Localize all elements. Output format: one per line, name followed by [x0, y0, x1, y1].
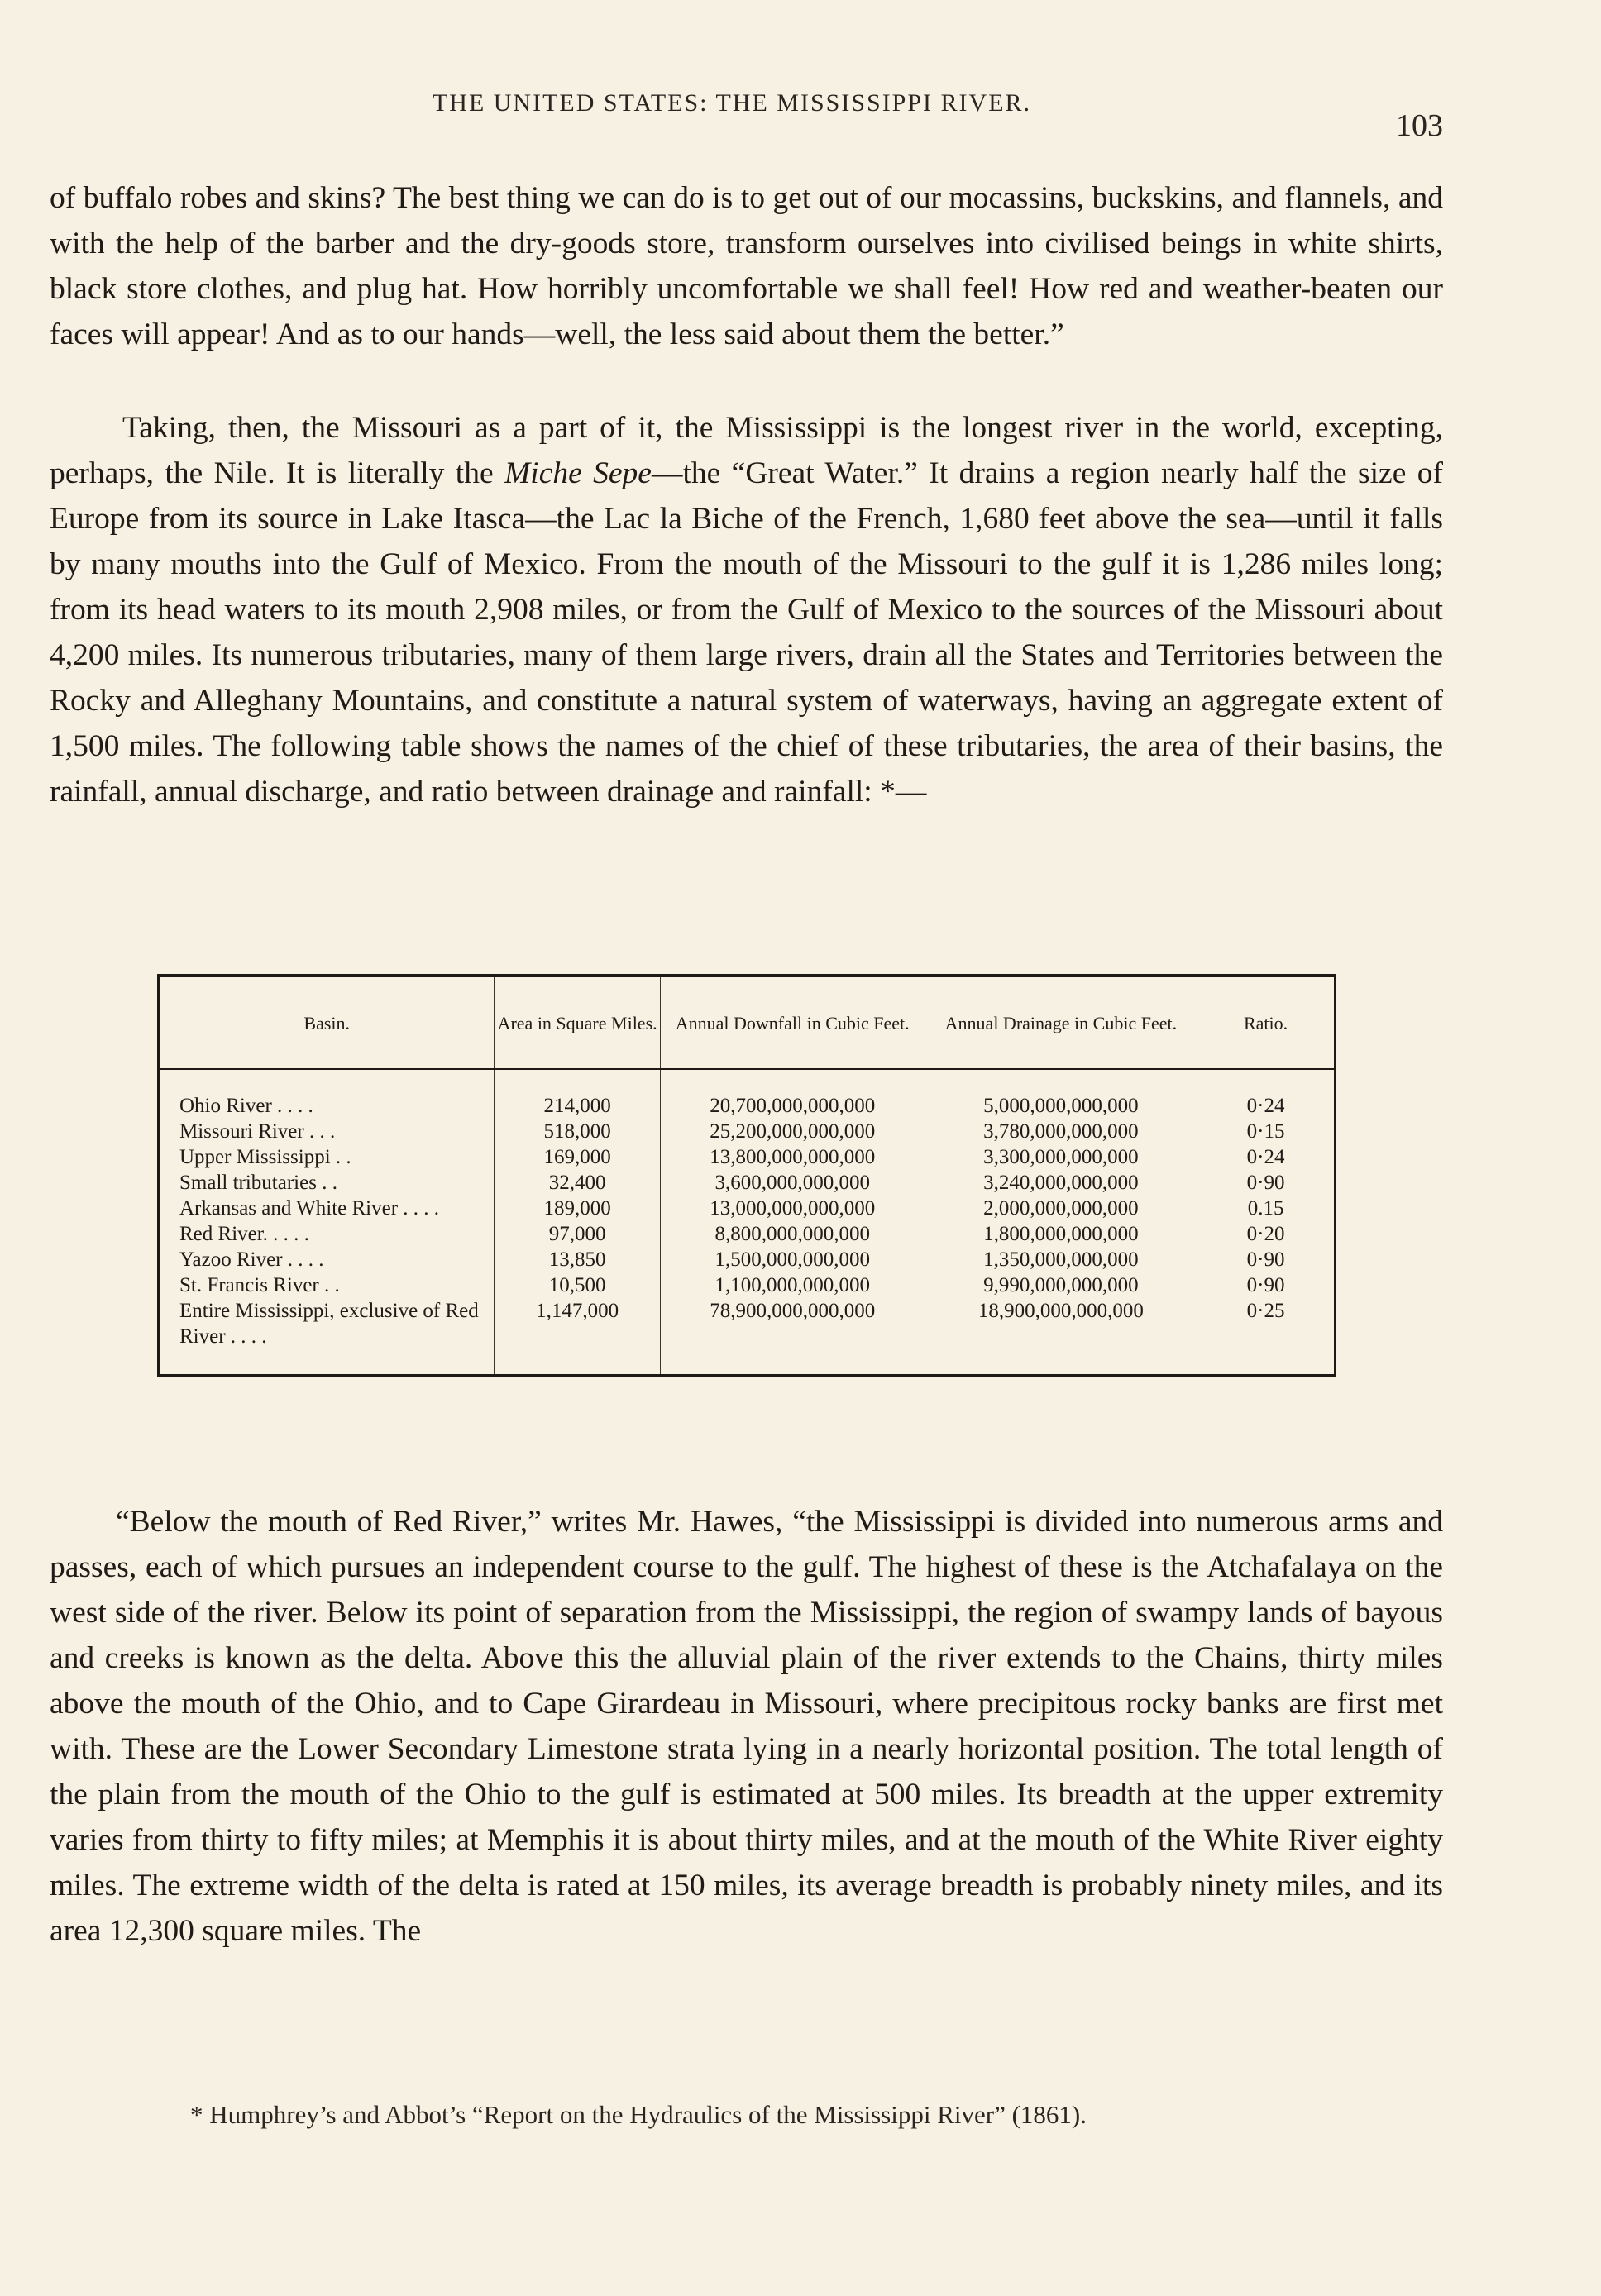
- table-row: [159, 1069, 1336, 1119]
- footnote: * Humphrey’s and Abbot’s “Report on the Hydraulics of the Mississippi River” (1861).: [190, 2100, 1087, 2129]
- cell-ratio: 0·90: [1246, 1172, 1285, 1194]
- cell-basin: Upper Mississippi . .: [159, 1144, 495, 1170]
- cell-ratio: 0·20: [1246, 1223, 1285, 1245]
- cell-drainage: 1,350,000,000,000: [925, 1247, 1197, 1272]
- cell-area: 518,000: [495, 1119, 660, 1144]
- paragraph-2-text-b: —the “Great Water.” It drains a region nearly half the size of Europe from its source in Lake Itasca—the Lac la Biche of the French, 1,680 feet above the sea—until it falls by many mouths into the Gulf of Mexico. From the mouth of the Missouri to the gulf it is 1,286 miles long; from its head waters to its mouth 2,908 miles, or from the Gulf of Mexico to the sources of the Missouri about 4,200 miles. Its numerous tributaries, many of them large rivers, drain all the States and Territories between the Rocky and Alleghany Mountains, and constitute a natural system of waterways, having an aggregate extent of 1,500 miles. The following table shows the names of the chief of these tributaries, the area of their basins, the rainfall, annual discharge, and ratio between drainage and rainfall: *—: [50, 456, 1444, 809]
- cell-drainage: 18,900,000,000,000: [925, 1298, 1197, 1376]
- cell-ratio: 0·90: [1246, 1248, 1285, 1271]
- cell-ratio: 0·24: [1246, 1146, 1285, 1168]
- cell-downfall: 3,600,000,000,000: [660, 1170, 925, 1196]
- paragraph-1: of buffalo robes and skins? The best thing we can do is to get out of our mocassins, buckskins, and flannels, and with the help of the barber and the dry-goods store, transform ourselves into civilised beings in white shirts, black store clothes, and plug hat. How horribly uncomfortable we shall feel! How red and weather-beaten our faces will appear! And as to our hands—well, the less said about them the better.”: [50, 181, 1443, 351]
- cell-basin: Ohio River . . . .: [159, 1069, 495, 1119]
- cell-drainage: 3,240,000,000,000: [925, 1170, 1197, 1196]
- cell-basin: Yazoo River . . . .: [159, 1247, 495, 1272]
- cell-ratio: 0·25: [1246, 1300, 1285, 1322]
- cell-downfall: 25,200,000,000,000: [660, 1119, 925, 1144]
- header-drainage: Annual Drainage in Cubic Feet.: [925, 976, 1197, 1069]
- page-number: 103: [1396, 108, 1443, 143]
- cell-downfall: 20,700,000,000,000: [660, 1069, 925, 1119]
- cell-downfall: 8,800,000,000,000: [660, 1221, 925, 1247]
- cell-basin: Arkansas and White River . . . .: [159, 1196, 495, 1221]
- cell-area: 10,500: [495, 1272, 660, 1298]
- table-row: [159, 1170, 1336, 1196]
- cell-drainage: 2,000,000,000,000: [925, 1196, 1197, 1221]
- header-downfall: Annual Downfall in Cubic Feet.: [660, 976, 925, 1069]
- cell-area: 169,000: [495, 1144, 660, 1170]
- table-row: [159, 1247, 1336, 1272]
- cell-downfall: 78,900,000,000,000: [660, 1298, 925, 1376]
- cell-downfall: 1,100,000,000,000: [660, 1272, 925, 1298]
- cell-area: 13,850: [495, 1247, 660, 1272]
- paragraph-2-italic: Miche Sepe: [504, 456, 652, 490]
- paragraph-2: [50, 405, 1443, 814]
- cell-ratio: 0·90: [1246, 1274, 1285, 1296]
- cell-area: 214,000: [495, 1069, 660, 1119]
- cell-ratio: 0·24: [1246, 1095, 1285, 1117]
- cell-area: 1,147,000: [495, 1298, 660, 1376]
- cell-drainage: 3,780,000,000,000: [925, 1119, 1197, 1144]
- paragraph-3: “Below the mouth of Red River,” writes Mr. Hawes, “the Mississippi is divided into numerous arms and passes, each of which pursues an independent course to the gulf. The highest of these is the Atchafalaya on the west side of the river. Below its point of separation from the Mississippi, the region of swampy lands of bayous and creeks is known as the delta. Above this the alluvial plain of the river extends to the Chains, thirty miles above the mouth of the Ohio, and to Cape Girardeau in Missouri, where precipitous rocky banks are first met with. These are the Lower Secondary Limestone strata lying in a nearly horizontal position. The total length of the plain from the mouth of the Ohio to the gulf is estimated at 500 miles. Its breadth at the upper extremity varies from thirty to fifty miles; at Memphis it is about thirty miles, and at the mouth of the White River eighty miles. The extreme width of the delta is rated at 150 miles, its average breadth is probably ninety miles, and its area 12,300 square miles. The: [50, 1505, 1443, 1948]
- cell-area: 189,000: [495, 1196, 660, 1221]
- header-area: Area in Square Miles.: [495, 976, 660, 1069]
- table-row: [159, 1221, 1336, 1247]
- cell-downfall: 1,500,000,000,000: [660, 1247, 925, 1272]
- paragraph-2-text-a: Taking, then, the Missouri as a part of it, the Mississippi is the longest river in the world, excepting, perhaps, the Nile. It is literally the: [50, 411, 1443, 490]
- cell-basin: Red River. . . . .: [159, 1221, 495, 1247]
- cell-area: 32,400: [495, 1170, 660, 1196]
- cell-drainage: 3,300,000,000,000: [925, 1144, 1197, 1170]
- table-header-row: [159, 976, 1336, 1069]
- table-row: [159, 1272, 1336, 1298]
- cell-ratio: 0.15: [1247, 1197, 1284, 1220]
- cell-basin: Missouri River . . .: [159, 1119, 495, 1144]
- cell-downfall: 13,000,000,000,000: [660, 1196, 925, 1221]
- cell-drainage: 1,800,000,000,000: [925, 1221, 1197, 1247]
- table-row: [159, 1196, 1336, 1221]
- cell-basin: Small tributaries . .: [159, 1170, 495, 1196]
- cell-drainage: 9,990,000,000,000: [925, 1272, 1197, 1298]
- tributaries-table: [157, 974, 1336, 1377]
- cell-ratio: 0·15: [1246, 1120, 1285, 1143]
- header-basin: Basin.: [159, 976, 495, 1069]
- cell-basin: St. Francis River . .: [159, 1272, 495, 1298]
- cell-drainage: 5,000,000,000,000: [925, 1069, 1197, 1119]
- cell-area: 97,000: [495, 1221, 660, 1247]
- cell-basin: Entire Mississippi, exclusive of Red River . . . .: [159, 1298, 495, 1376]
- running-header: THE UNITED STATES: THE MISSISSIPPI RIVER.: [432, 89, 1032, 117]
- table-row: [159, 1144, 1336, 1170]
- cell-downfall: 13,800,000,000,000: [660, 1144, 925, 1170]
- table-row: [159, 1119, 1336, 1144]
- header-ratio: Ratio.: [1197, 976, 1336, 1069]
- table-row: [159, 1298, 1336, 1376]
